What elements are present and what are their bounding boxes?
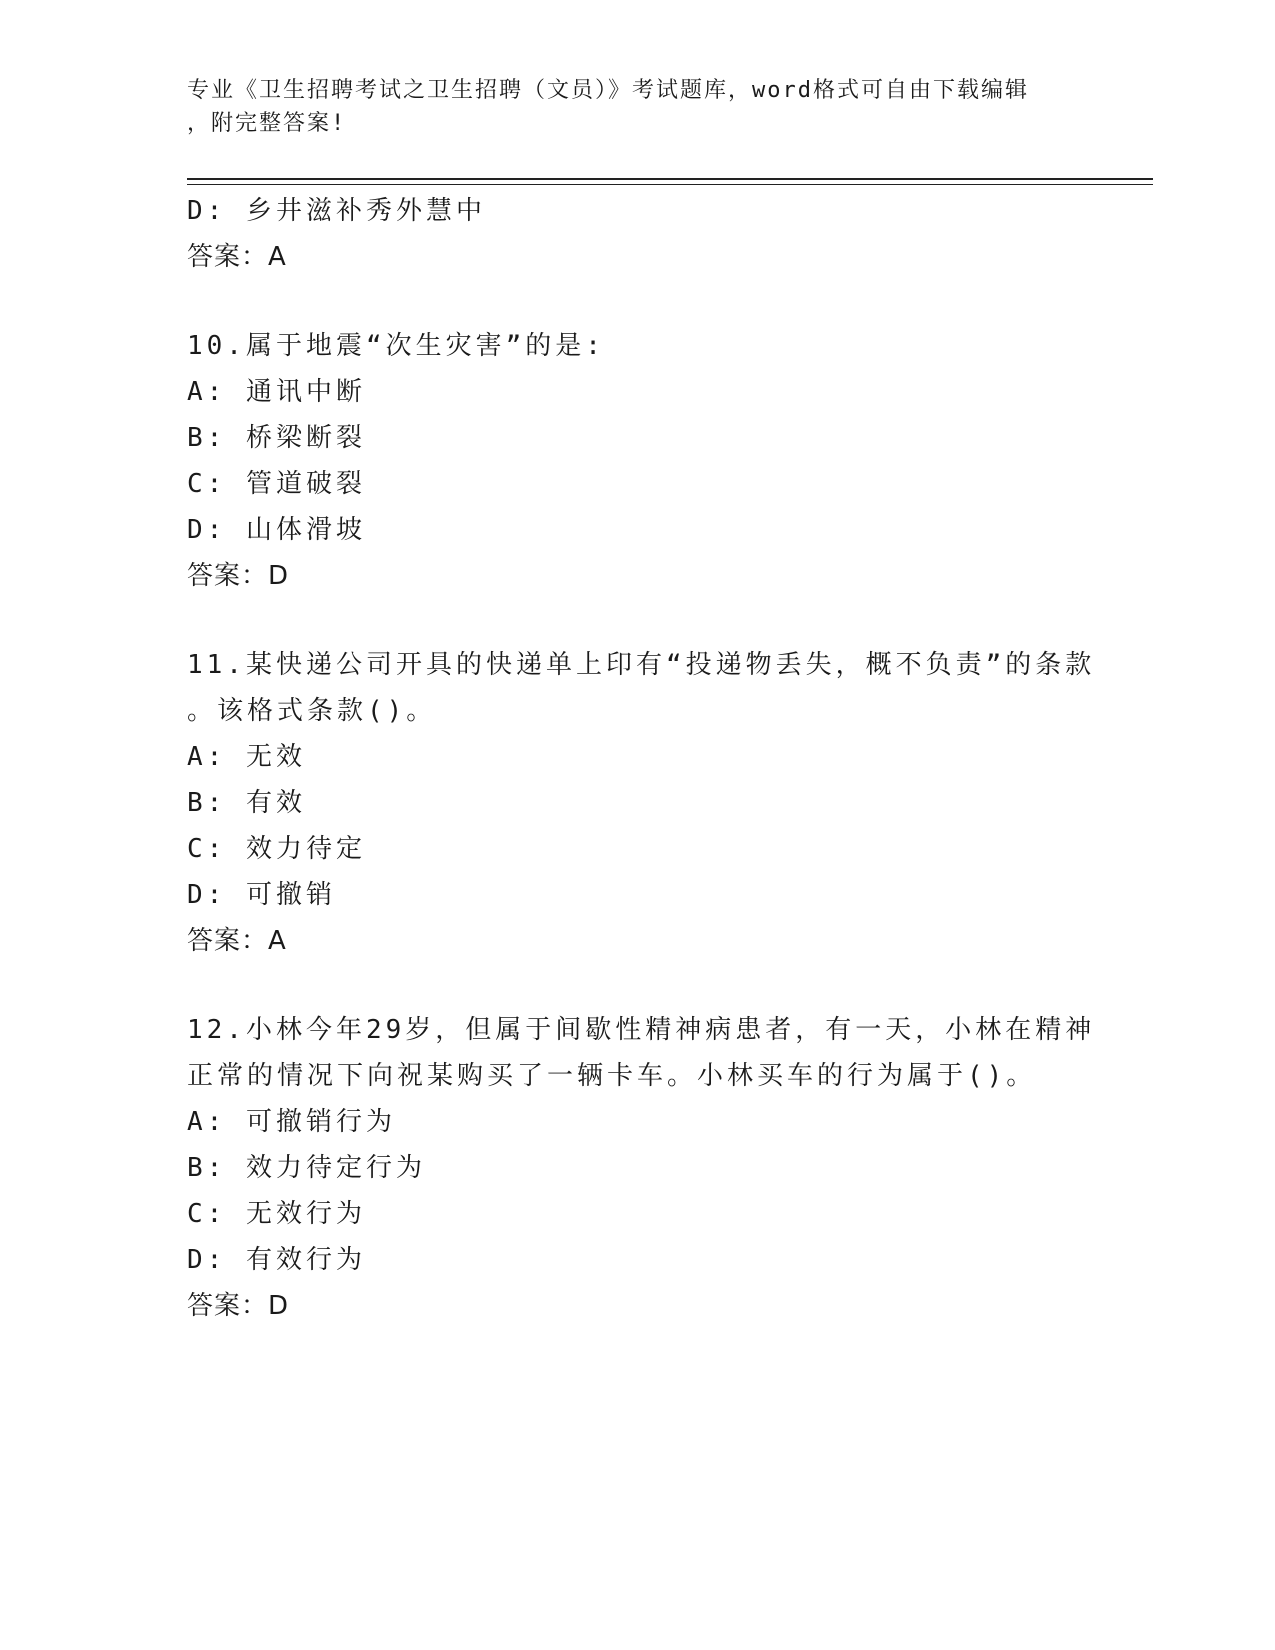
option-d: D: 乡井滋补秀外慧中: [187, 196, 486, 226]
answer-line: 答案：A: [187, 242, 287, 272]
header-line-2: ，附完整答案!: [187, 111, 347, 136]
option-b: B: 桥梁断裂: [187, 423, 366, 453]
option-c: C: 管道破裂: [187, 469, 366, 499]
option-d: D: 可撤销: [187, 880, 336, 910]
header-line-1: 专业《卫生招聘考试之卫生招聘（文员）》考试题库，word格式可自由下载编辑: [187, 78, 1029, 103]
question-stem-continued: 正常的情况下向祝某购买了一辆卡车。小林买车的行为属于()。: [187, 1061, 1037, 1091]
answer-line: 答案：D: [187, 1291, 290, 1321]
option-d: D: 山体滑坡: [187, 515, 366, 545]
option-d: D: 有效行为: [187, 1245, 366, 1275]
question-stem: 11.某快递公司开具的快递单上印有“投递物丢失，概不负责”的条款: [187, 650, 1096, 680]
option-a: A: 可撤销行为: [187, 1107, 396, 1137]
question-list: [187, 188, 1096, 1329]
spacer: [187, 964, 1087, 1007]
document-header: [187, 74, 1067, 140]
answer-line: 答案：D: [187, 561, 290, 591]
spacer: [187, 599, 1087, 642]
answer-line: 答案：A: [187, 926, 287, 956]
question-12: [187, 1007, 1096, 1329]
option-c: C: 效力待定: [187, 834, 366, 864]
option-a: A: 无效: [187, 742, 306, 772]
header-divider: [187, 178, 1153, 185]
question-stem: 12.小林今年29岁，但属于间歇性精神病患者，有一天，小林在精神: [187, 1015, 1096, 1045]
question-11: [187, 642, 1096, 964]
question-10: [187, 323, 1087, 599]
prev-question-tail: [187, 188, 1087, 280]
question-stem-continued: 。该格式条款()。: [187, 696, 437, 726]
option-a: A: 通讯中断: [187, 377, 366, 407]
spacer: [187, 280, 1087, 323]
option-b: B: 有效: [187, 788, 306, 818]
option-c: C: 无效行为: [187, 1199, 366, 1229]
question-stem: 10.属于地震“次生灾害”的是:: [187, 331, 605, 361]
option-b: B: 效力待定行为: [187, 1153, 426, 1183]
